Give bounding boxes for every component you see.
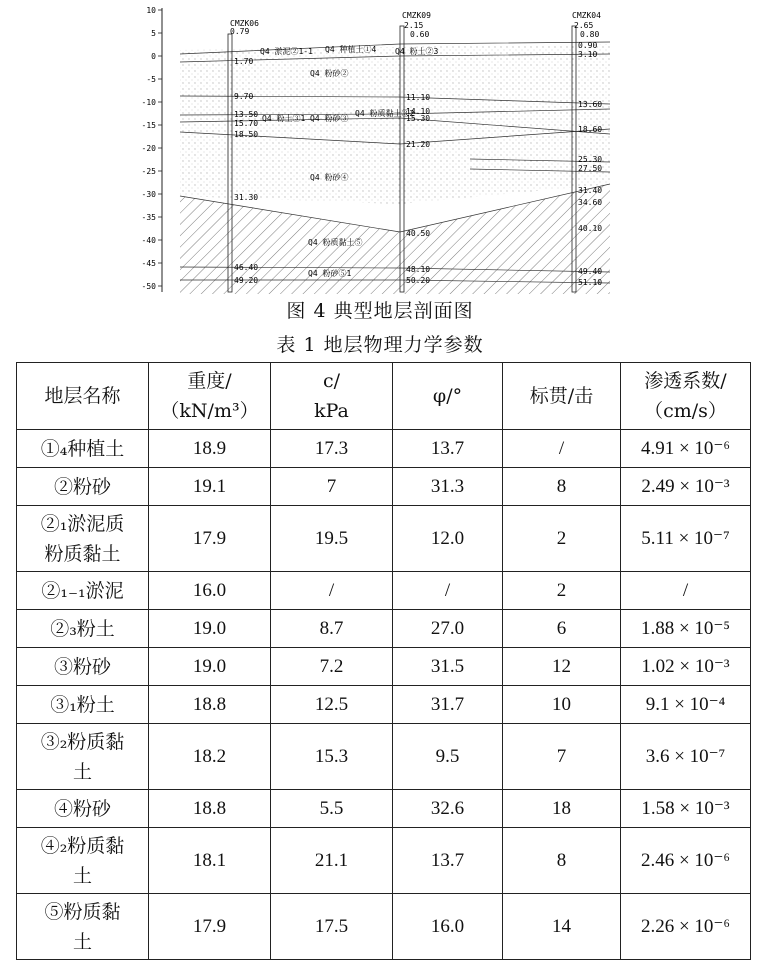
cell-text: 粉质黏土: [44, 542, 121, 565]
table-row: [17, 506, 751, 572]
cell-text: 8: [556, 475, 567, 497]
header-stratum-name: 地层名称: [17, 363, 149, 430]
svg-text:0.80: 0.80: [580, 30, 600, 39]
cell-friction-angle: [393, 506, 503, 572]
svg-text:25.30: 25.30: [578, 155, 603, 164]
cell-text: ④₂粉质黏: [40, 834, 125, 857]
cell-text: 31.3: [430, 475, 465, 497]
cell-text: 土: [72, 930, 92, 953]
table-row: [17, 724, 751, 790]
svg-text:Q4 粉砂③: Q4 粉砂③: [310, 114, 349, 123]
svg-text:Q4 粉质黏土⑤: Q4 粉质黏土⑤: [308, 238, 363, 247]
cell-text: /: [558, 437, 565, 459]
svg-text:21.20: 21.20: [406, 140, 431, 149]
cell-permeability: [621, 468, 751, 506]
svg-text:0.60: 0.60: [410, 30, 430, 39]
svg-text:3.10: 3.10: [578, 50, 598, 59]
svg-text:49.40: 49.40: [578, 267, 603, 276]
cell-friction-angle: [393, 610, 503, 648]
cell-cohesion: [271, 724, 393, 790]
cell-cohesion: [271, 686, 393, 724]
cell-cohesion: [271, 468, 393, 506]
depth-axis-tick-label: 5: [151, 29, 156, 38]
cell-text: 19.0: [192, 617, 227, 639]
depth-axis-tick-label: -10: [141, 98, 156, 107]
cell-text: 1.88 × 10⁻⁵: [640, 617, 731, 639]
table-row: [17, 572, 751, 610]
svg-text:9.70: 9.70: [234, 92, 254, 101]
cell-stratum-name: [17, 790, 149, 828]
cell-stratum-name: [17, 610, 149, 648]
cell-text: 土: [72, 760, 92, 783]
cell-text: ⑤粉质黏: [44, 900, 121, 923]
svg-text:14.10: 14.10: [406, 107, 431, 116]
header-cohesion: c/ kPa: [271, 363, 393, 430]
svg-text:13.50: 13.50: [234, 110, 259, 119]
svg-text:40.10: 40.10: [578, 224, 603, 233]
svg-text:18.60: 18.60: [578, 125, 603, 134]
cell-unit-weight: [149, 572, 271, 610]
cell-text: 27.0: [430, 617, 465, 639]
cell-text: /: [328, 579, 335, 601]
depth-axis-tick-label: -15: [141, 121, 156, 130]
cell-text: 16.0: [430, 915, 465, 937]
header-permeability: 渗透系数/ （cm/s）: [621, 363, 751, 430]
cell-spt-blows: [503, 894, 621, 960]
cell-text: 4.91 × 10⁻⁶: [640, 437, 731, 459]
cell-text: /: [682, 579, 689, 601]
cell-stratum-name: [17, 468, 149, 506]
cell-text: 18.2: [192, 745, 227, 767]
svg-text:CMZK04: CMZK04: [572, 11, 601, 20]
cell-stratum-name: [17, 894, 149, 960]
cell-unit-weight: [149, 610, 271, 648]
cell-text: 17.3: [314, 437, 349, 459]
cell-text: 31.7: [430, 693, 465, 715]
cell-text: 8.7: [319, 617, 344, 639]
table-row: [17, 686, 751, 724]
cell-friction-angle: [393, 572, 503, 610]
svg-text:Q4 粉砂⑤1: Q4 粉砂⑤1: [308, 269, 352, 278]
table-row: [17, 790, 751, 828]
cell-unit-weight: [149, 648, 271, 686]
cell-text: ③₁粉土: [50, 693, 115, 716]
table-row: [17, 648, 751, 686]
cell-text: 9.1 × 10⁻⁴: [645, 693, 726, 715]
depth-axis-tick-label: 0: [151, 52, 156, 61]
header-spt: 标贯/击: [503, 363, 621, 430]
table-row: [17, 894, 751, 960]
cell-text: ②₁₋₁淤泥: [41, 579, 124, 602]
cell-unit-weight: [149, 468, 271, 506]
cell-text: 6: [556, 617, 567, 639]
svg-text:2.65: 2.65: [574, 21, 594, 30]
svg-text:Q4 粉砂②: Q4 粉砂②: [310, 69, 349, 78]
cell-text: 18.1: [192, 849, 227, 871]
cell-cohesion: [271, 572, 393, 610]
cell-text: ②₃粉土: [50, 617, 115, 640]
cell-text: 17.5: [314, 915, 349, 937]
cell-spt-blows: [503, 468, 621, 506]
cell-spt-blows: [503, 790, 621, 828]
svg-text:31.30: 31.30: [234, 193, 259, 202]
svg-text:49.20: 49.20: [234, 276, 259, 285]
cell-text: 土: [72, 864, 92, 887]
cell-text: 18.9: [192, 437, 227, 459]
cell-spt-blows: [503, 686, 621, 724]
depth-axis-tick-label: -40: [141, 236, 156, 245]
cell-stratum-name: [17, 430, 149, 468]
cell-text: ③₂粉质黏: [40, 730, 125, 753]
cell-permeability: [621, 686, 751, 724]
cell-text: ①₄种植土: [40, 437, 125, 460]
svg-text:2.15: 2.15: [404, 21, 424, 30]
cell-text: 17.9: [192, 527, 227, 549]
cell-spt-blows: [503, 572, 621, 610]
cell-unit-weight: [149, 686, 271, 724]
cell-stratum-name: [17, 648, 149, 686]
svg-text:50.20: 50.20: [406, 276, 431, 285]
cell-text: 19.0: [192, 655, 227, 677]
cell-text: 14: [552, 915, 571, 937]
table-row: [17, 828, 751, 894]
cell-text: 31.5: [430, 655, 465, 677]
svg-text:11.10: 11.10: [406, 93, 431, 102]
cell-permeability: [621, 894, 751, 960]
svg-text:15.70: 15.70: [234, 119, 259, 128]
cell-friction-angle: [393, 724, 503, 790]
cell-text: 3.6 × 10⁻⁷: [645, 745, 726, 767]
cell-text: 1.02 × 10⁻³: [641, 655, 730, 677]
cell-unit-weight: [149, 894, 271, 960]
depth-axis-tick-label: -20: [141, 144, 156, 153]
cell-stratum-name: [17, 572, 149, 610]
cell-unit-weight: [149, 828, 271, 894]
cell-cohesion: [271, 828, 393, 894]
cell-text: 18.8: [192, 693, 227, 715]
cell-friction-angle: [393, 894, 503, 960]
cell-text: 5.11 × 10⁻⁷: [641, 527, 730, 549]
parameter-table: [16, 362, 751, 960]
cell-cohesion: [271, 430, 393, 468]
cell-text: ②₁淤泥质: [40, 512, 125, 535]
depth-axis-tick-label: -5: [146, 75, 156, 84]
svg-text:Q4 粉砂④: Q4 粉砂④: [310, 173, 349, 182]
depth-axis-tick-label: 10: [146, 6, 156, 15]
cell-spt-blows: [503, 648, 621, 686]
stratigraphic-section-figure: [140, 4, 620, 294]
cell-stratum-name: [17, 724, 149, 790]
svg-text:0.79: 0.79: [230, 27, 250, 36]
cell-text: 21.1: [314, 849, 349, 871]
cell-text: 7: [326, 475, 337, 497]
cell-cohesion: [271, 506, 393, 572]
cell-permeability: [621, 790, 751, 828]
cell-spt-blows: [503, 430, 621, 468]
cell-friction-angle: [393, 686, 503, 724]
cell-spt-blows: [503, 506, 621, 572]
cell-permeability: [621, 506, 751, 572]
svg-text:51.10: 51.10: [578, 278, 603, 287]
svg-text:40.50: 40.50: [406, 229, 431, 238]
cell-text: ④粉砂: [53, 797, 111, 820]
svg-text:0.90: 0.90: [578, 41, 598, 50]
cell-unit-weight: [149, 430, 271, 468]
svg-text:34.60: 34.60: [578, 198, 603, 207]
depth-axis-tick-label: -30: [141, 190, 156, 199]
cell-text: ②粉砂: [53, 475, 111, 498]
svg-text:18.50: 18.50: [234, 130, 259, 139]
cell-cohesion: [271, 610, 393, 648]
cell-permeability: [621, 828, 751, 894]
cell-text: 2.46 × 10⁻⁶: [640, 849, 731, 871]
cell-friction-angle: [393, 430, 503, 468]
table-row: [17, 430, 751, 468]
cell-text: 13.7: [430, 849, 465, 871]
cell-text: 2.49 × 10⁻³: [641, 475, 730, 497]
svg-text:Q4 淤泥②1-1: Q4 淤泥②1-1: [260, 47, 313, 56]
cell-text: /: [444, 579, 451, 601]
cell-spt-blows: [503, 724, 621, 790]
table-header-row: [17, 363, 751, 430]
cell-text: 2: [556, 527, 567, 549]
cell-permeability: [621, 610, 751, 648]
cell-spt-blows: [503, 610, 621, 648]
cell-text: 5.5: [319, 797, 344, 819]
cell-text: 2: [556, 579, 567, 601]
cell-text: 18: [552, 797, 571, 819]
cell-spt-blows: [503, 828, 621, 894]
svg-text:Q4 粉土③1: Q4 粉土③1: [262, 114, 306, 123]
depth-axis-tick-label: -50: [141, 282, 156, 291]
cell-text: 32.6: [430, 797, 465, 819]
svg-text:31.40: 31.40: [578, 186, 603, 195]
svg-text:27.50: 27.50: [578, 164, 603, 173]
cell-permeability: [621, 724, 751, 790]
cell-text: 17.9: [192, 915, 227, 937]
cell-friction-angle: [393, 648, 503, 686]
cell-friction-angle: [393, 828, 503, 894]
table-caption: 表 1 地层物理力学参数: [276, 334, 484, 356]
svg-text:13.60: 13.60: [578, 100, 603, 109]
cell-text: 7.2: [319, 655, 344, 677]
cell-text: ③粉砂: [53, 655, 111, 678]
cell-text: 2.26 × 10⁻⁶: [640, 915, 731, 937]
cell-text: 13.7: [430, 437, 465, 459]
figure-caption: 图 4 典型地层剖面图: [286, 300, 474, 322]
cell-stratum-name: [17, 828, 149, 894]
cell-friction-angle: [393, 468, 503, 506]
svg-text:CMZK06: CMZK06: [230, 19, 259, 28]
cell-text: 7: [556, 745, 567, 767]
cell-text: 8: [556, 849, 567, 871]
header-friction-angle: φ/°: [393, 363, 503, 430]
cell-unit-weight: [149, 724, 271, 790]
table-row: [17, 468, 751, 506]
cell-stratum-name: [17, 506, 149, 572]
cell-permeability: [621, 648, 751, 686]
svg-text:48.10: 48.10: [406, 265, 431, 274]
cell-unit-weight: [149, 790, 271, 828]
svg-text:Q4 粉土②3: Q4 粉土②3: [395, 47, 439, 56]
cell-text: 18.8: [192, 797, 227, 819]
cell-text: 15.3: [314, 745, 349, 767]
depth-axis-tick-label: -45: [141, 259, 156, 268]
cell-text: 19.1: [192, 475, 227, 497]
cell-permeability: [621, 430, 751, 468]
svg-text:15.30: 15.30: [406, 114, 431, 123]
cell-friction-angle: [393, 790, 503, 828]
cell-cohesion: [271, 648, 393, 686]
cell-text: 10: [552, 693, 571, 715]
cell-text: 1.58 × 10⁻³: [641, 797, 730, 819]
cell-permeability: [621, 572, 751, 610]
depth-axis-ticks: [142, 6, 162, 291]
cell-text: 12.0: [430, 527, 465, 549]
svg-text:Q4 种植土①4: Q4 种植土①4: [325, 45, 377, 54]
depth-axis-tick-label: -25: [141, 167, 156, 176]
cell-text: 12: [552, 655, 571, 677]
svg-text:1.70: 1.70: [234, 57, 254, 66]
cell-stratum-name: [17, 686, 149, 724]
depth-axis-tick-label: -35: [141, 213, 156, 222]
svg-text:CMZK09: CMZK09: [402, 11, 431, 20]
cell-text: 9.5: [435, 745, 460, 767]
cell-unit-weight: [149, 506, 271, 572]
cell-text: 16.0: [192, 579, 227, 601]
header-unit-weight: 重度/ （kN/m³）: [149, 363, 271, 430]
cell-cohesion: [271, 790, 393, 828]
cell-cohesion: [271, 894, 393, 960]
svg-text:46.40: 46.40: [234, 263, 259, 272]
cell-text: 12.5: [314, 693, 349, 715]
svg-text:Q4 粉质黏土③2: Q4 粉质黏土③2: [355, 109, 415, 118]
table-row: [17, 610, 751, 648]
cell-text: 19.5: [314, 527, 349, 549]
